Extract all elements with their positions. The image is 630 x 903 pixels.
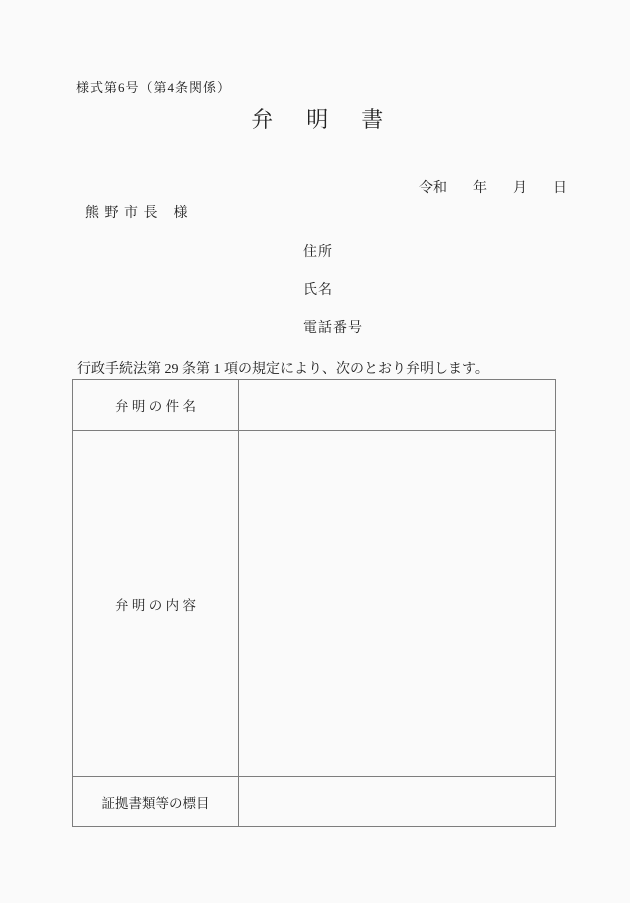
phone-number-label: 電話番号 [303,321,363,336]
statement-table [72,379,556,827]
row-value-evidence [239,776,555,826]
date-line [405,161,567,213]
month-label: 月 [513,181,527,196]
form-number: 様式第6号（第4条関係） [76,80,232,95]
day-label: 日 [553,181,567,196]
row-label-subject: 弁 明 の 件 名 [73,380,239,430]
contact-fields [303,241,363,355]
row-label-content: 弁 明 の 内 容 [73,430,239,776]
addressee: 熊 野 市 長 様 [85,206,189,221]
era-label: 令和 [419,181,447,196]
year-label: 年 [473,181,487,196]
document-title: 弁 明 書 [251,107,389,132]
name-label: 氏名 [303,283,333,298]
row-value-content [239,430,555,776]
address-label: 住所 [303,245,333,260]
row-label-evidence: 証拠書類等の標目 [73,776,239,826]
intro-sentence: 行政手続法第 29 条第 1 項の規定により、次のとおり弁明します。 [77,362,489,377]
row-value-subject [239,380,555,430]
